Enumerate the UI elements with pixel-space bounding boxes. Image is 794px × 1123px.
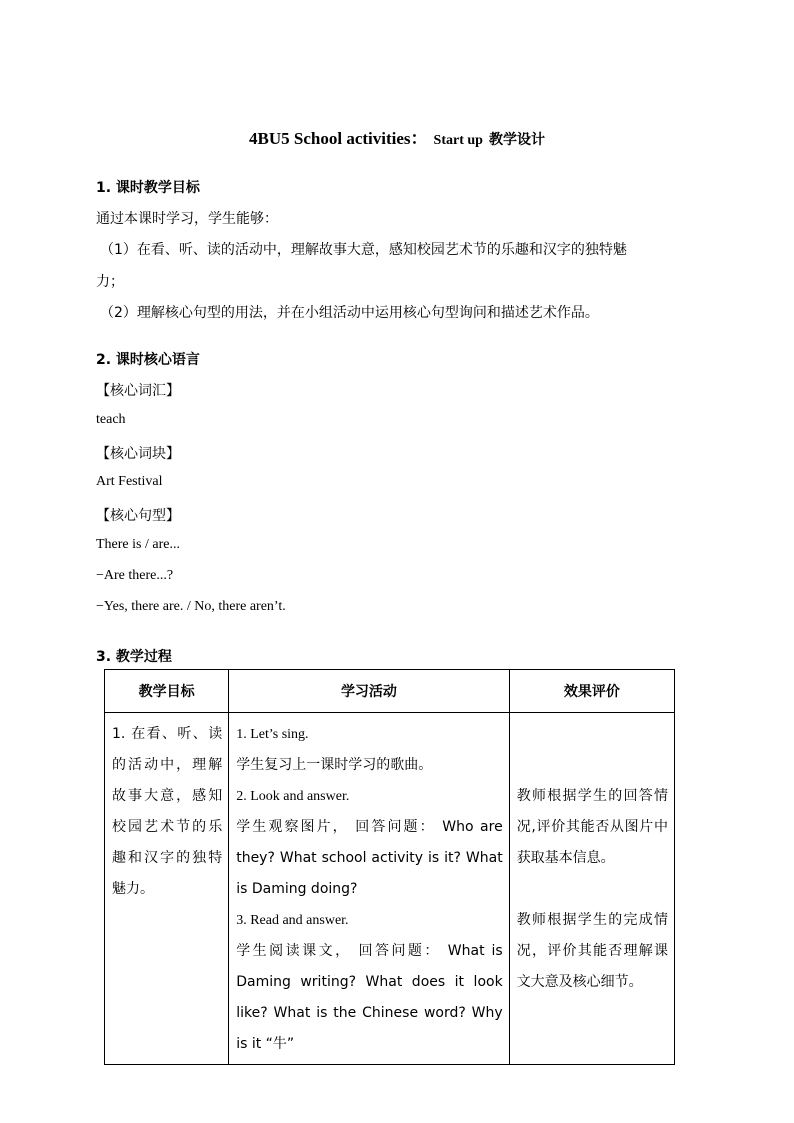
- table-header-row: [105, 670, 675, 713]
- activity-2-desc: 学生观察图片， 回答问题： Who are they? What school activity is it? What is Daming doing?: [236, 819, 503, 897]
- header-goal: 教学目标: [105, 670, 229, 713]
- goal2: （2）理解核心句型的用法，并在小组活动中运用核心句型询问和描述艺术作品。: [100, 305, 599, 321]
- goal1-line1: （1）在看、听、读的活动中，理解故事大意，感知校园艺术节的乐趣和汉字的独特魅: [100, 242, 627, 258]
- evaluation-spacer: [517, 719, 668, 750]
- document-title: [0, 124, 794, 149]
- pattern-1: There is / are...: [96, 537, 180, 552]
- section1-intro: 通过本课时学习，学生能够：: [96, 211, 278, 227]
- section2-heading: 2. 课时核心语言: [96, 352, 200, 368]
- activity-2-title: 2. Look and answer.: [236, 789, 350, 804]
- vocab-label: 【核心词汇】: [96, 383, 180, 399]
- activity-3-desc: 学生阅读课文， 回答问题： What is Daming writing? What does it look like? What is the Chinese word? Why is it “牛”: [236, 943, 503, 1052]
- title-cn: 教学设计: [488, 132, 545, 148]
- activity-cell: [229, 713, 509, 1065]
- pattern-2: −Are there...?: [96, 568, 174, 583]
- table-row: [105, 713, 675, 1065]
- pattern-label: 【核心句型】: [96, 508, 180, 524]
- title-main: 4BU5 School activities：: [249, 129, 428, 148]
- chunk-label: 【核心词块】: [96, 446, 180, 462]
- evaluation-2: 教师根据学生的完成情况，评价其能否理解课文大意及核心细节。: [516, 912, 668, 990]
- activity-3-title: 3. Read and answer.: [236, 913, 349, 928]
- evaluation-cell: [509, 713, 674, 1065]
- pattern-3: −Yes, there are. / No, there aren’t.: [96, 599, 286, 614]
- evaluation-1: 教师根据学生的回答情况,评价其能否从图片中获取基本信息。: [516, 788, 668, 866]
- goal-text: 1. 在看、听、读的活动中，理解故事大意，感知校园艺术节的乐趣和汉字的独特魅力。: [112, 726, 223, 897]
- title-sub: Start up: [433, 133, 483, 148]
- evaluation-spacer: [517, 750, 668, 781]
- section1-heading: 1. 课时教学目标: [96, 180, 200, 196]
- activity-1-title: 1. Let’s sing.: [236, 727, 309, 742]
- evaluation-spacer: [517, 874, 668, 905]
- header-activity: 学习活动: [229, 670, 509, 713]
- vocab-value: teach: [96, 412, 126, 427]
- evaluation-list: [510, 713, 674, 1002]
- activity-1-desc: 学生复习上一课时学习的歌曲。: [236, 757, 433, 773]
- activity-list: [229, 713, 508, 1064]
- chunk-value: Art Festival: [96, 474, 163, 489]
- section3-heading: 3. 教学过程: [96, 649, 172, 665]
- goal1-line2: 力；: [96, 274, 124, 290]
- header-evaluation: 效果评价: [509, 670, 674, 713]
- goal-cell: [105, 713, 229, 1065]
- teaching-process-table: [104, 669, 675, 1065]
